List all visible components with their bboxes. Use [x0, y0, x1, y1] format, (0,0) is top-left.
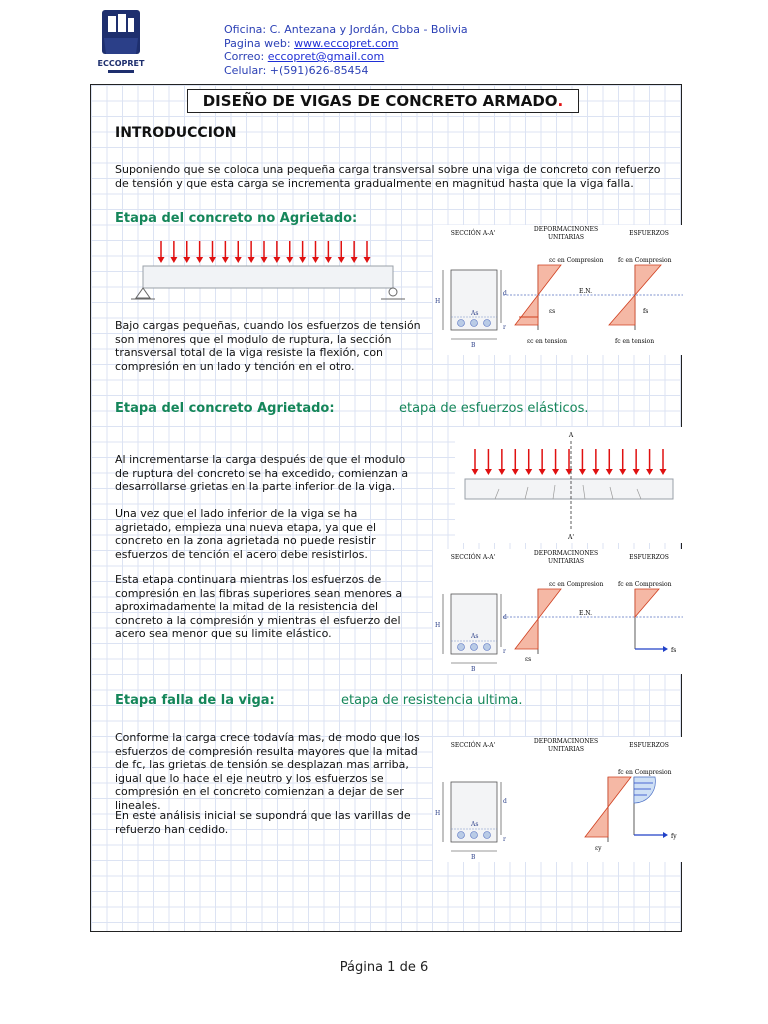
- section-diagram-failure: [433, 737, 683, 862]
- load-arrow-head: [248, 257, 255, 263]
- svg-text:DEFORMACINONES: DEFORMACINONES: [533, 550, 599, 557]
- svg-text:r: r: [503, 324, 506, 331]
- svg-text:εy: εy: [595, 845, 602, 852]
- svg-text:fs: fs: [643, 308, 649, 315]
- intro-heading: INTRODUCCION: [115, 125, 237, 141]
- stage2-text-3: Esta etapa continuara mientras los esfuerzos de compresión en las fibras superiores sean menores a aproximadamente la mitad de la resistencia del concreto a la compresión y mientras el esfuerzo del acero sea menor que su limite elástico.: [115, 573, 403, 640]
- svg-text:r: r: [503, 836, 506, 843]
- svg-text:H: H: [435, 298, 441, 305]
- load-arrow-head: [158, 257, 165, 263]
- stage3-text-2: En este análisis inicial se supondrá que las varillas de refuerzo han cedido.: [115, 809, 411, 836]
- svg-text:ESFUERZOS: ESFUERZOS: [629, 230, 669, 237]
- svg-text:H: H: [435, 810, 441, 817]
- svg-text:fs: fs: [671, 647, 677, 654]
- svg-text:As: As: [471, 310, 479, 317]
- load-arrow-head: [338, 257, 345, 263]
- svg-text:fc en Compresion: fc en Compresion: [618, 257, 672, 264]
- svg-text:E.N.: E.N.: [579, 288, 593, 295]
- svg-text:A': A': [568, 534, 574, 541]
- beam-uncracked-figure: [131, 235, 406, 305]
- svg-text:εs: εs: [549, 308, 556, 315]
- svg-text:As: As: [471, 821, 479, 828]
- load-arrows: [158, 241, 371, 263]
- svg-text:DEFORMACINONES: DEFORMACINONES: [533, 738, 599, 745]
- svg-text:d: d: [503, 798, 507, 805]
- office-address: Oficina: C. Antezana y Jordán, Cbba - Bolivia: [224, 23, 468, 36]
- header-contact: [224, 23, 468, 77]
- stage3-text-1: Conforme la carga crece todavía mas, de modo que los esfuerzos de compresión resulta mayores que la mitad de fc, las grietas de tensión se desplazan mas arriba, igual que lo hace el eje neutro y los esfuerzos se compresión en el concreto comienzan a dejar de ser lineales.: [115, 731, 420, 812]
- svg-text:UNITARIAS: UNITARIAS: [547, 746, 585, 753]
- svg-text:εc en tension: εc en tension: [527, 338, 567, 345]
- svg-text:fy: fy: [671, 833, 677, 840]
- stage2-text-2: Una vez que el lado inferior de la viga se ha agrietado, empieza una nueva etapa, ya que el concreto en la zona agrietada no puede resistir esfuerzos de tención el acero debe resistirlos.: [115, 507, 377, 561]
- svg-text:ECCOPRET: ECCOPRET: [97, 59, 145, 68]
- svg-text:εs: εs: [525, 656, 532, 663]
- svg-text:fc en tension: fc en tension: [615, 338, 655, 345]
- svg-text:ESFUERZOS: ESFUERZOS: [629, 742, 669, 749]
- load-arrow-head: [286, 257, 293, 263]
- svg-text:SECCIÓN A-A': SECCIÓN A-A': [450, 230, 496, 237]
- svg-text:A: A: [568, 432, 574, 439]
- svg-text:fc en Compresion: fc en Compresion: [618, 581, 672, 588]
- svg-text:B: B: [471, 666, 476, 673]
- svg-text:DEFORMACINONES: DEFORMACINONES: [533, 226, 599, 233]
- svg-text:As: As: [471, 633, 479, 640]
- load-arrow-head: [299, 257, 306, 263]
- svg-text:ESFUERZOS: ESFUERZOS: [629, 554, 669, 561]
- svg-text:εc en Compresion: εc en Compresion: [549, 257, 604, 264]
- load-arrow-head: [183, 257, 190, 263]
- intro-text: Suponiendo que se coloca una pequeña carga transversal sobre una viga de concreto con refuerzo de tensión y que esta carga se incrementa gradualmente en magnitud hasta que la viga falla.: [115, 163, 661, 190]
- stage2-text-1: Al incrementarse la carga después de que el modulo de ruptura del concreto se ha excedido, comienzan a desarrollarse grietas en la parte inferior de la viga.: [115, 453, 409, 493]
- svg-text:fc en Compresion: fc en Compresion: [618, 769, 672, 776]
- svg-text:d: d: [503, 290, 507, 297]
- load-arrow-head: [235, 257, 242, 263]
- page-number: Página 1 de 6: [339, 960, 429, 975]
- stage3-subtitle: etapa de resistencia ultima.: [341, 693, 523, 708]
- beam-cracked-figure: [455, 427, 683, 543]
- mail-line: Correo: eccopret@gmail.com: [224, 50, 385, 64]
- svg-text:d: d: [503, 614, 507, 621]
- web-line: Pagina web: www.eccopret.com: [224, 36, 399, 50]
- svg-text:SECCIÓN A-A': SECCIÓN A-A': [450, 554, 496, 561]
- document-title: DISEÑO DE VIGAS DE CONCRETO ARMADO .: [187, 89, 579, 113]
- stage1-title: Etapa del concreto no Agrietado:: [115, 211, 358, 226]
- svg-text:B: B: [471, 854, 476, 861]
- eccopret-logo: [96, 8, 146, 78]
- load-arrow-head: [261, 257, 268, 263]
- stage2-subtitle: etapa de esfuerzos elásticos.: [399, 401, 589, 416]
- load-arrow-head: [273, 257, 280, 263]
- phone-line: Celular: +(591)626-85454: [224, 63, 369, 77]
- svg-text:UNITARIAS: UNITARIAS: [547, 234, 585, 241]
- load-arrow-head: [209, 257, 216, 263]
- load-arrow-head: [170, 257, 177, 263]
- mail-link[interactable]: eccopret@gmail.com: [267, 50, 385, 64]
- load-arrow-head: [222, 257, 229, 263]
- svg-text:r: r: [503, 648, 506, 655]
- svg-text:SECCIÓN A-A': SECCIÓN A-A': [450, 742, 496, 749]
- load-arrow-head: [351, 257, 358, 263]
- svg-text:E.N.: E.N.: [579, 610, 593, 617]
- svg-text:εc en Compresion: εc en Compresion: [549, 581, 604, 588]
- section-diagram-cracked: [433, 549, 683, 674]
- svg-text:H: H: [435, 622, 441, 629]
- load-arrow-head: [325, 257, 332, 263]
- load-arrow-head: [196, 257, 203, 263]
- document-frame: [90, 84, 682, 932]
- section-diagram-uncracked: [433, 225, 683, 355]
- web-link[interactable]: www.eccopret.com: [294, 36, 399, 50]
- load-arrow-head: [312, 257, 319, 263]
- stage3-title: Etapa falla de la viga:: [115, 693, 275, 708]
- stage1-text: Bajo cargas pequeñas, cuando los esfuerzos de tensión son menores que el modulo de ruptura, la sección transversal total de la viga resiste la flexión, con compresión en un lado y tención en el otro.: [115, 319, 421, 373]
- svg-text:UNITARIAS: UNITARIAS: [547, 558, 585, 565]
- svg-text:B: B: [471, 342, 476, 349]
- load-arrow-head: [364, 257, 371, 263]
- stage2-title: Etapa del concreto Agrietado:: [115, 401, 335, 416]
